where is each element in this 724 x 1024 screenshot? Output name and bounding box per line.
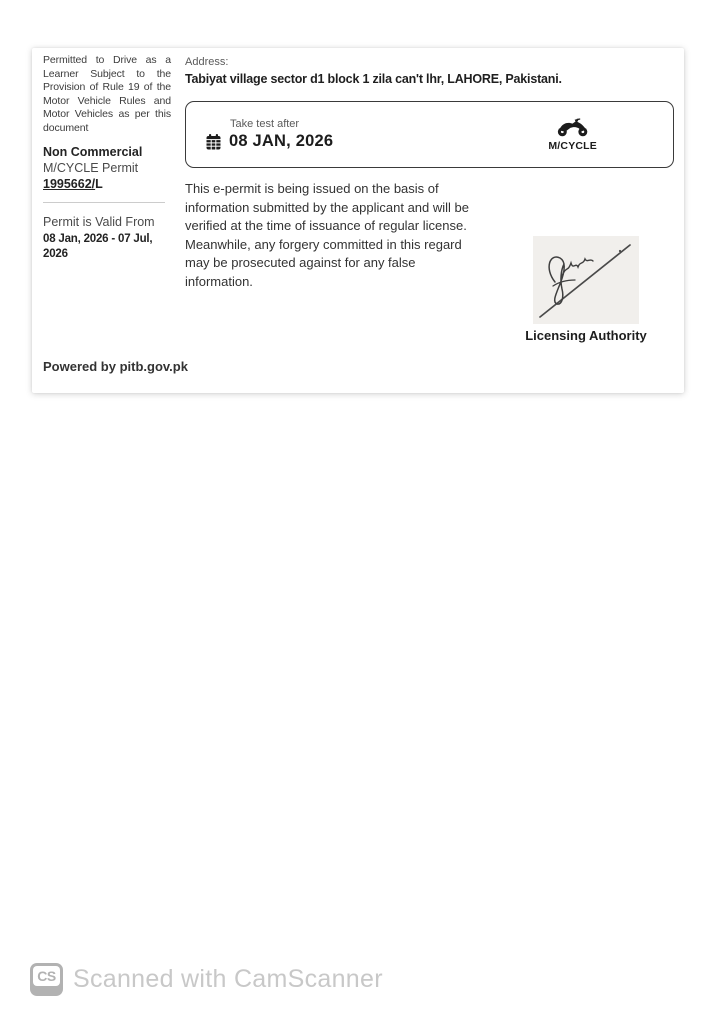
permit-number-main: 1995662/: [43, 177, 96, 191]
take-test-date: 08 JAN, 2026: [229, 132, 334, 150]
camscanner-logo-text: CS: [33, 966, 60, 986]
validity-range: 08 Jan, 2026 - 07 Jul, 2026: [43, 233, 153, 260]
permit-left-column: [43, 54, 171, 262]
permit-type: M/CYCLE Permit: [43, 161, 139, 175]
vehicle-type-label: M/CYCLE: [548, 139, 597, 152]
signature-block: [519, 236, 653, 343]
take-test-info: [206, 118, 333, 151]
motorcycle-icon: [557, 118, 588, 137]
signature-label: Licensing Authority: [525, 328, 647, 343]
left-column-divider: [43, 202, 165, 203]
vehicle-type-block: [548, 118, 597, 152]
validity-label: Permit is Valid From: [43, 215, 155, 229]
permit-number: [43, 177, 171, 191]
camscanner-watermark: [30, 963, 383, 996]
camscanner-logo-icon: [30, 963, 63, 996]
disclaimer-text: This e-permit is being issued on the basis of information submitted by the applicant and will be verified at the time of issuance of regular license. Meanwhile, any forgery committed in this regard may be prosecuted against for any false information.: [185, 181, 469, 289]
powered-by-text: Powered by pitb.gov.pk: [43, 359, 188, 374]
take-test-label: Take test after: [230, 118, 300, 130]
address-value: Tabiyat village sector d1 block 1 zila can't lhr, LAHORE, Pakistani.: [185, 72, 562, 86]
permit-number-suffix: L: [95, 177, 103, 191]
e-permit-card: [32, 48, 684, 393]
learner-clause: Permitted to Drive as a Learner Subject to the Provision of Rule 19 of the Motor Vehicle Rules and Motor Vehicles as per this document: [43, 54, 171, 134]
take-test-box: [185, 101, 674, 168]
address-label: Address:: [185, 56, 229, 68]
calendar-icon: [206, 134, 221, 150]
take-test-date-row: [206, 132, 333, 151]
camscanner-text: Scanned with CamScanner: [73, 965, 383, 993]
permit-category: Non Commercial: [43, 145, 143, 159]
signature-image: [533, 236, 639, 324]
